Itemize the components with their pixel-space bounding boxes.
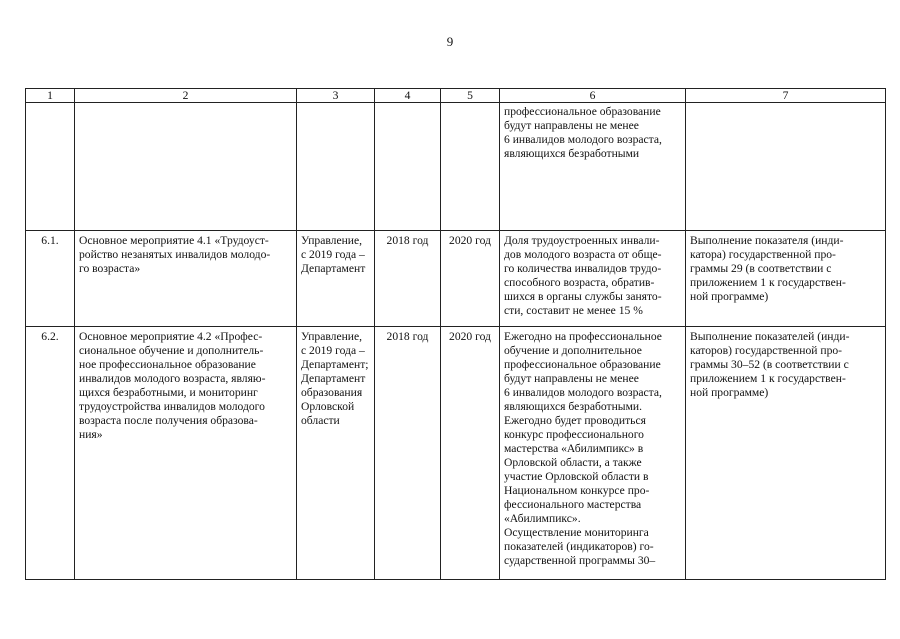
end-year-cell: 2020 год [441,327,500,580]
start-year-cell: 2018 год [375,231,441,327]
event-text: Основное мероприятие 4.2 «Профес- сиональное обучение и дополнитель- ное профессиональное образование инвалидов молодого возраста, являю- щихся безработными, и мониторинг трудоустройства инвалидов молодого возраста после получения образова- ния» [79,330,266,441]
indicator-text: Выполнение показателя (инди- катора) государственной про- граммы 29 (в соответствии с приложением 1 к государствен- ной программе) [690,234,846,303]
table-cell [686,103,886,231]
table-row [26,231,886,327]
table-cell [441,103,500,231]
indicator-cell [686,231,886,327]
table-cell [26,103,75,231]
table-row-continuation [26,103,886,231]
column-header-row [26,89,886,103]
row-number: 6.1. [26,231,75,327]
result-text: Ежегодно на профессиональное обучение и дополнительное профессиональное образование будут направлены не менее 6 инвалидов молодого возраста, являющихся безработными. Ежегодно будет проводиться конкурс профессионального мастерства «Абилимпикс» в Орловской области, а также участие Орловской области в Национальном конкурсе про- фессионального мастерства «Абилимпикс». Осуществление мониторинга показателей (индикаторов) го- сударственной программы 30– [504,330,662,567]
column-header: 6 [500,89,686,103]
table-cell-result [500,103,686,231]
indicator-text: Выполнение показателей (инди- каторов) государственной про- граммы 30–52 (в соответствии с приложением 1 к государствен- ной программе) [690,330,850,399]
column-header: 3 [297,89,375,103]
end-year-cell: 2020 год [441,231,500,327]
table-cell [297,103,375,231]
table-cell [75,103,297,231]
executor-cell [297,327,375,580]
column-header: 1 [26,89,75,103]
row-number: 6.2. [26,327,75,580]
result-cell [500,231,686,327]
column-header: 4 [375,89,441,103]
program-events-table [25,88,886,580]
event-cell [75,231,297,327]
result-text: Доля трудоустроенных инвали- дов молодого возраста от обще- го количества инвалидов трудо- способного возраста, обратив- шихся в органы службы занято- сти, составит не менее 15 % [504,234,662,317]
start-year-cell: 2018 год [375,327,441,580]
table-cell [375,103,441,231]
table-row [26,327,886,580]
result-cell [500,327,686,580]
column-header: 2 [75,89,297,103]
column-header: 7 [686,89,886,103]
indicator-cell [686,327,886,580]
column-header: 5 [441,89,500,103]
event-text: Основное мероприятие 4.1 «Трудоуст- ройство незанятых инвалидов молодо- го возраста» [79,234,271,275]
executor-text: Управление, с 2019 года – Департамент [301,234,366,275]
executor-cell [297,231,375,327]
page-number: 9 [446,34,454,49]
executor-text: Управление, с 2019 года – Департамент; Департамент образования Орловской области [301,330,369,427]
result-text: профессиональное образование будут направлены не менее 6 инвалидов молодого возраста, являющихся безработными [504,105,662,160]
event-cell [75,327,297,580]
